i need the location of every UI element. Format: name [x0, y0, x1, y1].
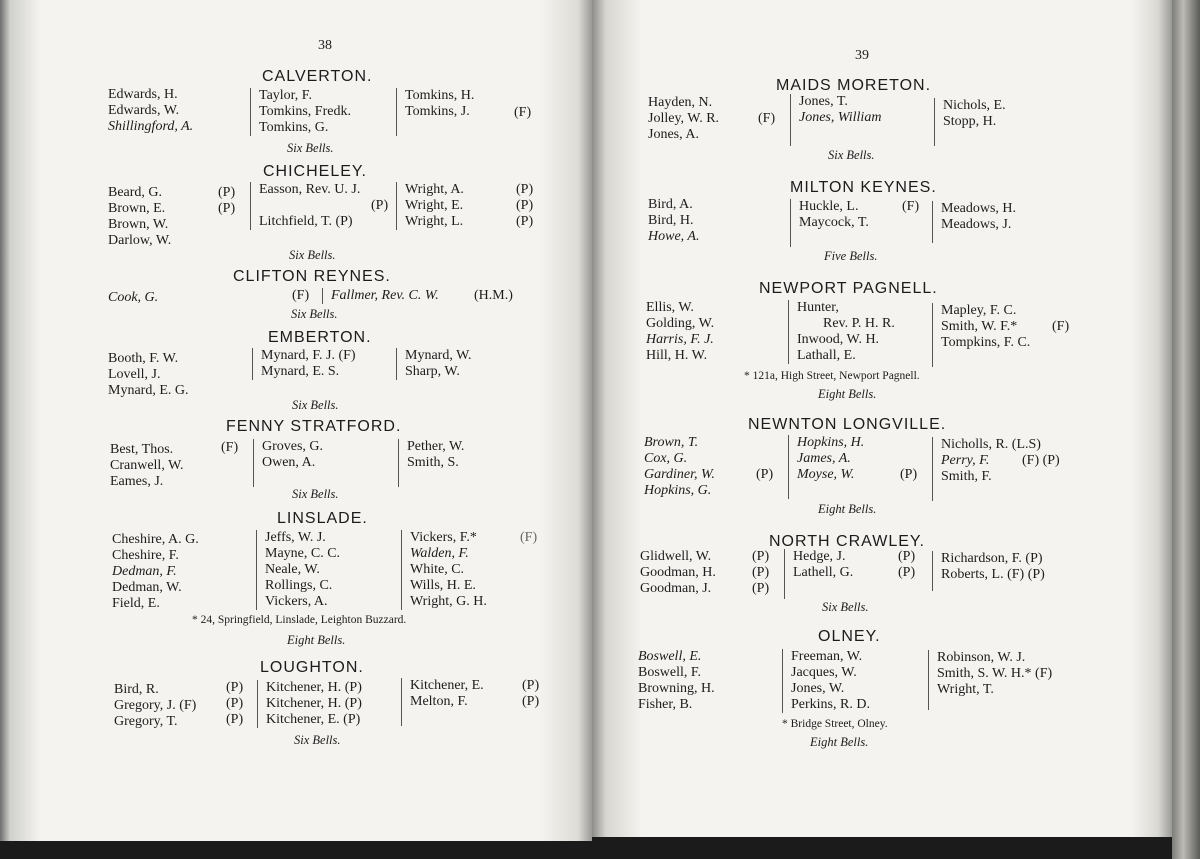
member-name: Perry, F.	[941, 453, 990, 468]
member-name: Edwards, H.	[108, 87, 178, 102]
name-column	[396, 88, 474, 136]
section-heading: OLNEY.	[818, 628, 881, 645]
name-column	[108, 185, 171, 249]
member-name: Huckle, L.	[799, 199, 859, 214]
member-name: Smith, F.	[941, 469, 992, 484]
member-name: Bird, H.	[648, 213, 694, 228]
section-heading: EMBERTON.	[268, 329, 372, 346]
flag: (P)	[898, 549, 916, 564]
member-name: Mynard, E. G.	[108, 383, 189, 398]
member-name: Fisher, B.	[638, 697, 693, 712]
name-column	[638, 649, 715, 713]
member-name: Jones, William	[799, 110, 882, 125]
member-name: Golding, W.	[646, 316, 715, 331]
section-heading: NEWPORT PAGNELL.	[759, 280, 938, 297]
member-name: Tomkins, Fredk.	[259, 104, 351, 119]
bells-label: Six Bells.	[292, 487, 339, 501]
footnote: * 24, Springfield, Linslade, Leighton Buzzard.	[192, 614, 407, 626]
member-name: Cheshire, A. G.	[112, 532, 199, 547]
member-name: White, C.	[410, 562, 465, 577]
member-name: Lathell, G.	[793, 565, 854, 580]
member-name: Nichols, E.	[943, 98, 1006, 113]
flag-column	[522, 678, 539, 710]
book-page-edges	[1172, 0, 1200, 859]
flag: (P)	[226, 680, 244, 695]
flag: (P)	[522, 694, 540, 709]
member-name: Robinson, W. J.	[937, 650, 1026, 665]
member-name: Cranwell, W.	[110, 458, 184, 473]
left-page	[0, 0, 592, 859]
member-name: Fallmer, Rev. C. W.	[322, 288, 439, 304]
section-heading: LINSLADE.	[277, 510, 368, 527]
member-name: Shillingford, A.	[108, 119, 194, 134]
name-column	[932, 437, 1041, 501]
member-name: Jones, A.	[648, 127, 699, 142]
member-name: Vickers, F.*	[410, 530, 477, 545]
member-name: Neale, W.	[265, 562, 320, 577]
name-column	[648, 95, 719, 143]
member-name: Freeman, W.	[791, 649, 863, 664]
member-name: Brown, W.	[108, 217, 169, 232]
member-name: Best, Thos.	[110, 442, 174, 457]
name-column	[788, 435, 864, 499]
section-heading: CHICHELEY.	[263, 163, 367, 180]
name-column	[401, 530, 487, 610]
member-name: Ellis, W.	[646, 300, 694, 315]
member-name: Hayden, N.	[648, 95, 713, 110]
flag: (P)	[756, 467, 774, 482]
page-number: 38	[318, 38, 332, 53]
flag: (P)	[516, 214, 534, 229]
member-name: Eames, J.	[110, 474, 164, 489]
bells-label: Six Bells.	[828, 148, 875, 162]
flag: (P)	[752, 565, 770, 580]
bells-label: Five Bells.	[824, 249, 878, 263]
member-name: Darlow, W.	[108, 233, 172, 248]
name-column	[396, 182, 464, 230]
member-name: Stopp, H.	[943, 114, 997, 129]
flag: (P)	[900, 467, 918, 482]
bells-label: Eight Bells.	[818, 502, 877, 516]
member-name: Goodman, H.	[640, 565, 716, 580]
name-column	[401, 678, 484, 726]
member-name: Goodman, J.	[640, 581, 712, 596]
member-name: Owen, A.	[262, 455, 316, 470]
name-column	[790, 199, 869, 247]
member-name: Booth, F. W.	[108, 351, 179, 366]
flag: (F)	[1052, 319, 1070, 334]
right-page	[592, 0, 1172, 859]
flag: (P)	[226, 712, 244, 727]
member-name: Nicholls, R. (L.S)	[941, 437, 1041, 452]
member-name: Lathall, E.	[797, 348, 856, 363]
bells-label: Six Bells.	[287, 141, 334, 155]
name-column	[934, 98, 1006, 146]
flag-column	[752, 549, 769, 597]
member-name: Rev. P. H. R.	[823, 316, 895, 331]
name-column	[257, 680, 362, 728]
member-name: Jolley, W. R.	[648, 111, 720, 126]
name-column	[108, 87, 193, 135]
member-name: Maycock, T.	[799, 215, 869, 230]
bells-label: Eight Bells.	[287, 633, 346, 647]
name-column	[256, 530, 340, 610]
flag-column	[218, 185, 235, 217]
member-name: Mayne, C. C.	[265, 546, 341, 561]
flag: (P)	[522, 678, 540, 693]
bells-label: Six Bells.	[822, 600, 869, 614]
member-name: Boswell, E.	[638, 649, 702, 664]
bells-label: Eight Bells.	[818, 387, 877, 401]
name-column	[932, 551, 1045, 591]
name-column	[110, 442, 184, 490]
member-name: Jacques, W.	[791, 665, 857, 680]
member-name: Dedman, F.	[112, 564, 177, 579]
member-name: Cox, G.	[644, 451, 688, 466]
member-name: Cook, G.	[108, 290, 159, 305]
member-name: Tomkins, G.	[259, 120, 329, 135]
name-column	[640, 549, 716, 597]
member-name: Wright, L.	[405, 214, 464, 229]
member-name: Field, E.	[112, 596, 160, 611]
member-name: Wright, T.	[937, 682, 994, 697]
member-name: Tompkins, F. C.	[941, 335, 1031, 350]
flag-column	[226, 680, 243, 728]
name-column	[253, 439, 323, 487]
member-name: Hopkins, G.	[644, 483, 712, 498]
member-name: Mynard, F. J. (F)	[261, 348, 356, 363]
section-heading: NEWNTON LONGVILLE.	[748, 416, 947, 433]
member-name: Litchfield, T. (P)	[259, 214, 353, 229]
flag: (F) (P)	[1022, 453, 1060, 468]
name-column	[782, 649, 870, 713]
flag: (P)	[898, 565, 916, 580]
member-name: Harris, F. J.	[646, 332, 714, 347]
footnote: * Bridge Street, Olney.	[782, 718, 888, 730]
flag: (F)	[520, 530, 538, 545]
member-name: Dedman, W.	[112, 580, 182, 595]
flag: (F)	[221, 440, 239, 455]
member-name: Kitchener, H. (P)	[266, 680, 362, 695]
bells-label: Eight Bells.	[810, 735, 869, 749]
member-name: Wright, E.	[405, 198, 464, 213]
section-heading: LOUGHTON.	[260, 659, 364, 676]
section-heading: CALVERTON.	[262, 68, 373, 85]
member-name: Brown, E.	[108, 201, 166, 216]
member-name: Perkins, R. D.	[791, 697, 870, 712]
bells-label: Six Bells.	[292, 398, 339, 412]
member-name: Beard, G.	[108, 185, 163, 200]
name-column	[398, 439, 464, 487]
member-name: Kitchener, H. (P)	[266, 696, 362, 711]
member-name: Mynard, E. S.	[261, 364, 340, 379]
member-name: Rollings, C.	[265, 578, 333, 593]
name-column	[252, 348, 356, 380]
member-name: Wills, H. E.	[410, 578, 476, 593]
name-column	[396, 348, 472, 380]
name-column	[790, 94, 881, 146]
flag: (P)	[752, 549, 770, 564]
flag: (P)	[218, 201, 236, 216]
member-name: Sharp, W.	[405, 364, 460, 379]
section-heading: CLIFTON REYNES.	[233, 268, 391, 285]
member-name: Jones, W.	[791, 681, 845, 696]
member-name: Hunter,	[797, 300, 839, 315]
flag: (P)	[516, 198, 534, 213]
name-column	[108, 351, 189, 399]
flag: (F)	[292, 288, 310, 303]
member-name: Inwood, W. H.	[797, 332, 880, 347]
member-name: Wright, A.	[405, 182, 464, 197]
flag-column	[516, 182, 533, 230]
name-column	[644, 435, 715, 499]
name-column	[250, 182, 388, 230]
member-name: Richardson, F. (P)	[941, 551, 1043, 566]
member-name: Tomkins, J.	[405, 104, 470, 119]
member-name: Taylor, F.	[259, 88, 312, 103]
member-name: Walden, F.	[410, 546, 469, 561]
member-name: Hopkins, H.	[797, 435, 865, 450]
name-column	[928, 650, 1052, 710]
name-column	[648, 197, 699, 245]
member-name: Brown, T.	[644, 435, 699, 450]
name-column	[646, 300, 714, 364]
member-name: Smith, S. W. H.* (F)	[937, 666, 1053, 681]
bells-label: Six Bells.	[289, 248, 336, 262]
flag: (F)	[758, 111, 776, 126]
flag: (P)	[752, 581, 770, 596]
flag: (P)	[226, 696, 244, 711]
member-name: Vickers, A.	[265, 594, 328, 609]
member-name: Hill, H. W.	[646, 348, 708, 363]
member-name: Edwards, W.	[108, 103, 180, 118]
member-name: Tomkins, H.	[405, 88, 475, 103]
name-column	[250, 88, 351, 136]
flag: (F)	[902, 199, 920, 214]
member-name: Lovell, J.	[108, 367, 161, 382]
member-name: Mapley, F. C.	[941, 303, 1017, 318]
member-name: Browning, H.	[638, 681, 715, 696]
bells-label: Six Bells.	[291, 307, 338, 321]
member-name: Mynard, W.	[405, 348, 472, 363]
footnote: * 121a, High Street, Newport Pagnell.	[744, 370, 920, 382]
member-name: Melton, F.	[410, 694, 468, 709]
member-name: Jones, T.	[799, 94, 848, 109]
section-heading: NORTH CRAWLEY.	[769, 533, 925, 550]
member-name: Gregory, T.	[114, 714, 178, 729]
flag-column	[898, 549, 915, 581]
member-name: Gardiner, W.	[644, 467, 715, 482]
member-name: Moyse, W.	[797, 467, 855, 482]
member-name: Boswell, F.	[638, 665, 702, 680]
section-heading: FENNY STRATFORD.	[226, 418, 402, 435]
flag: (H.M.)	[474, 288, 513, 303]
section-heading: MAIDS MORETON.	[776, 77, 932, 94]
member-name: Howe, A.	[648, 229, 700, 244]
name-column	[932, 201, 1016, 243]
member-name: Meadows, J.	[941, 217, 1012, 232]
member-name: Bird, A.	[648, 197, 693, 212]
bells-label: Six Bells.	[294, 733, 341, 747]
name-column	[112, 532, 199, 612]
flag: (P)	[371, 198, 389, 213]
member-name: Easson, Rev. U. J.	[259, 182, 361, 197]
page-number: 39	[855, 48, 869, 63]
member-name: Groves, G.	[262, 439, 324, 454]
member-name: Glidwell, W.	[640, 549, 712, 564]
member-name: Kitchener, E. (P)	[266, 712, 361, 727]
member-name: Gregory, J. (F)	[114, 698, 197, 713]
flag: (F)	[514, 105, 532, 120]
flag: (P)	[516, 182, 534, 197]
member-name: Smith, S.	[407, 455, 459, 470]
name-column	[788, 300, 895, 364]
member-name: Smith, W. F.*	[941, 319, 1018, 334]
member-name: James, A.	[797, 451, 851, 466]
member-name: Hedge, J.	[793, 549, 846, 564]
member-name: Kitchener, E.	[410, 678, 484, 693]
member-name: Jeffs, W. J.	[265, 530, 326, 545]
section-heading: MILTON KEYNES.	[790, 179, 937, 196]
member-name: Cheshire, F.	[112, 548, 179, 563]
flag: (P)	[218, 185, 236, 200]
member-name: Meadows, H.	[941, 201, 1017, 216]
name-column	[114, 682, 196, 730]
member-name: Roberts, L. (F) (P)	[941, 567, 1045, 582]
member-name: Pether, W.	[407, 439, 465, 454]
member-name: Bird, R.	[114, 682, 159, 697]
name-column	[932, 303, 1030, 367]
name-column	[784, 549, 853, 599]
member-name: Wright, G. H.	[410, 594, 487, 609]
